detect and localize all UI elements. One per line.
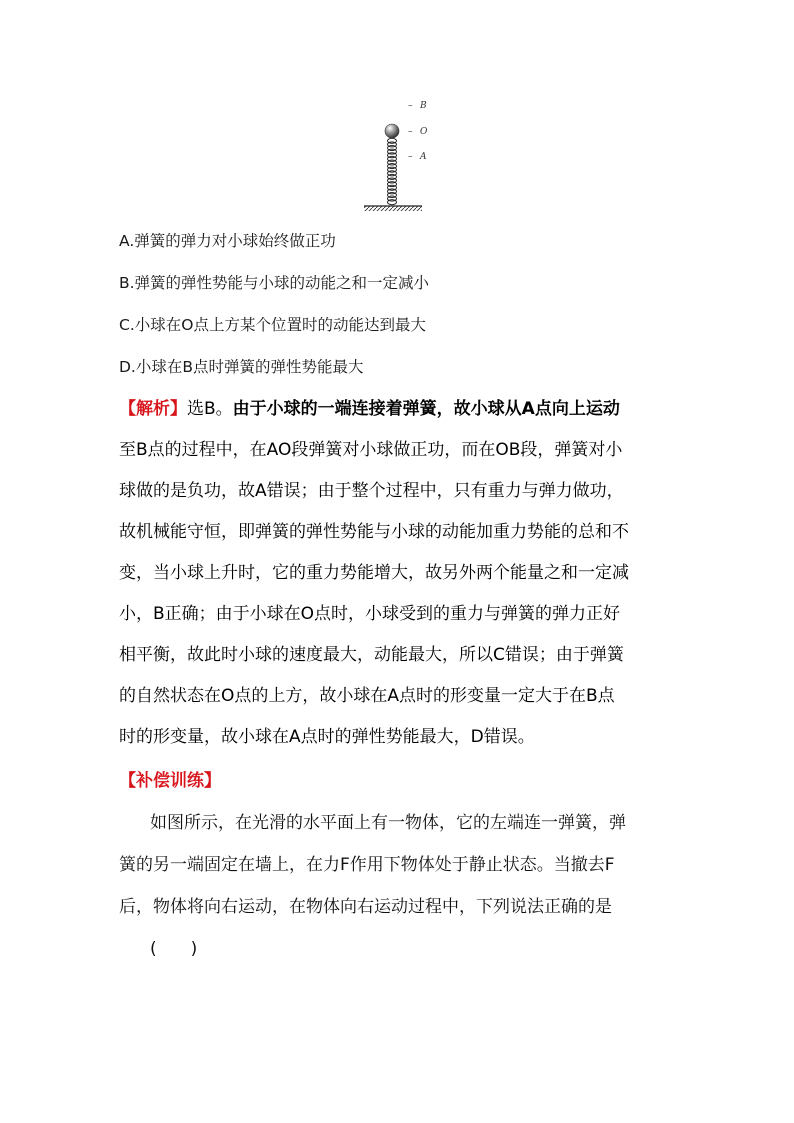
analysis-answer: 选B。: [187, 399, 233, 419]
marker-a-dash: –: [408, 152, 413, 162]
analysis-line-1: [119, 399, 679, 419]
practice-line-1: 如图所示，在光滑的水平面上有一物体，它的左端连一弹簧，弹: [150, 813, 626, 833]
practice-line-2: 簧的另一端固定在墙上，在力F作用下物体处于静止状态。当撤去F: [119, 855, 615, 875]
analysis-text: 由于小球的一端连接着弹簧，故小球从A点向上运动: [232, 399, 620, 419]
ball: [385, 124, 399, 138]
marker-b-dash: –: [408, 101, 413, 111]
analysis-line-3: 球做的是负功，故A错误；由于整个过程中，只有重力与弹力做功，: [119, 481, 624, 501]
analysis-line-7: 相平衡，故此时小球的速度最大，动能最大，所以C错误；由于弹簧: [119, 645, 624, 665]
practice-line-3: 后，物体将向右运动，在物体向右运动过程中，下列说法正确的是: [119, 897, 612, 917]
marker-b-label: B: [420, 101, 427, 111]
ground-hatch: [364, 206, 422, 211]
marker-o-dash: –: [408, 127, 413, 137]
marker-a-label: A: [420, 152, 427, 162]
analysis-line-9: 时的形变量，故小球在A点时的弹性势能最大，D错误。: [119, 727, 535, 747]
option-c: C.小球在O点上方某个位置时的动能达到最大: [119, 316, 426, 334]
analysis-label: 【解析】: [119, 399, 187, 419]
answer-blank: ( ): [150, 939, 198, 959]
analysis-line-8: 的自然状态在O点的上方，故小球在A点时的形变量一定大于在B点: [119, 686, 615, 706]
analysis-line-6: 小，B正确；由于小球在O点时，小球受到的重力与弹簧的弹力正好: [119, 604, 621, 624]
spring-ball-diagram: [360, 92, 440, 214]
analysis-line-5: 变，当小球上升时，它的重力势能增大，故另外两个能量之和一定减: [119, 563, 629, 583]
spring: [388, 138, 397, 204]
option-a: A.弹簧的弹力对小球始终做正功: [119, 232, 336, 250]
marker-o-label: O: [420, 127, 428, 137]
spring-coil: [388, 200, 397, 205]
analysis-line-4: 故机械能守恒，即弹簧的弹性势能与小球的动能加重力势能的总和不: [119, 522, 629, 542]
option-b: B.弹簧的弹性势能与小球的动能之和一定减小: [119, 274, 430, 292]
practice-title: 【补偿训练】: [119, 771, 221, 791]
analysis-line-2: 至B点的过程中，在AO段弹簧对小球做正功，而在OB段，弹簧对小: [119, 440, 623, 460]
option-d: D.小球在B点时弹簧的弹性势能最大: [119, 358, 364, 376]
spring-ball-figure: [360, 92, 440, 214]
